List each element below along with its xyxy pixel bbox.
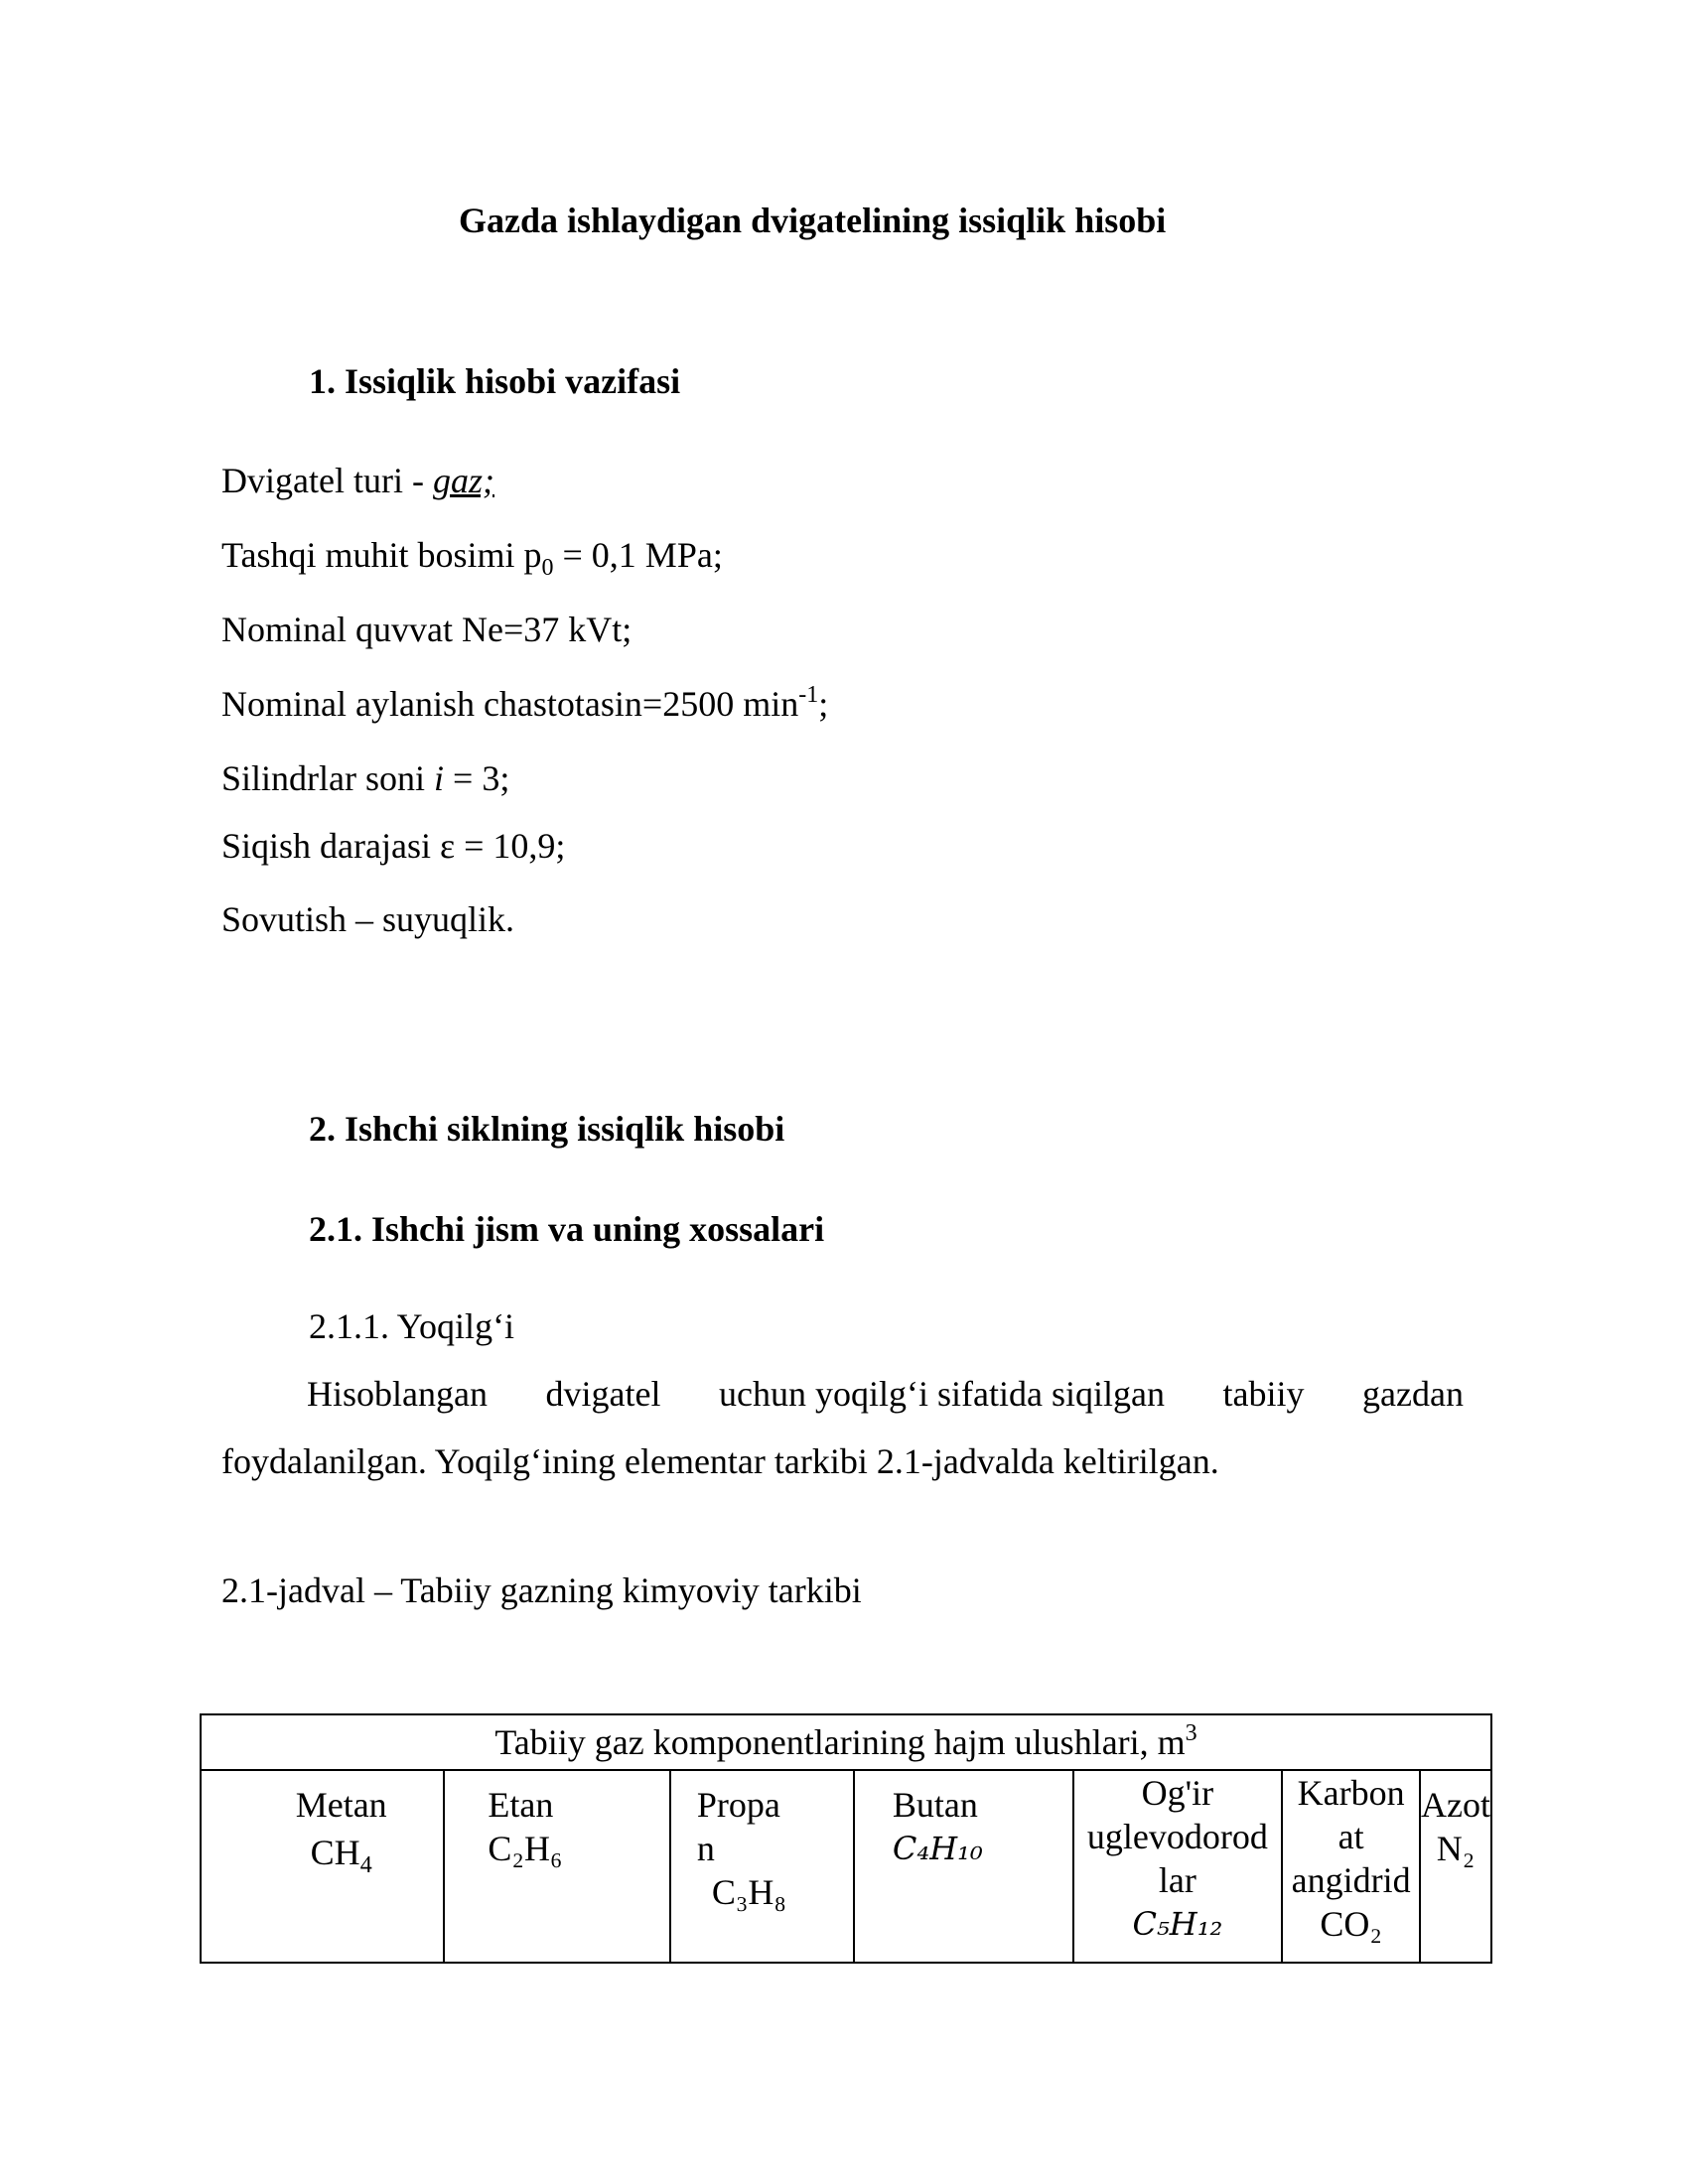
etan-name: Etan bbox=[488, 1785, 554, 1825]
metan-formula-sub: 4 bbox=[359, 1852, 372, 1878]
engine-type-value: gaz; bbox=[432, 461, 494, 500]
cylinders-line bbox=[221, 756, 509, 800]
cooling-line: Sovutish – suyuqlik. bbox=[221, 899, 515, 939]
butan-name: Butan bbox=[892, 1785, 978, 1825]
karbon-name-1: Karbon bbox=[1297, 1773, 1405, 1813]
paragraph-word: dvigatel bbox=[545, 1374, 661, 1414]
gas-composition-table bbox=[200, 1713, 1492, 1964]
paragraph-word: Hisoblangan bbox=[307, 1374, 488, 1414]
compression-line: Siqish darajasi ε = 10,9; bbox=[221, 826, 566, 866]
pressure-value: = 0,1 MPa; bbox=[553, 535, 723, 575]
cylinders-var: i bbox=[434, 758, 445, 798]
metan-name: Metan bbox=[295, 1785, 387, 1825]
section1-heading: 1. Issiqlik hisobi vazifasi bbox=[309, 361, 681, 401]
ogir-name-3: lar bbox=[1158, 1860, 1196, 1900]
cell-ogir-uglevodorodlar bbox=[1073, 1770, 1283, 1963]
metan-formula-main: CH bbox=[310, 1833, 360, 1872]
table-header-text: Tabiiy gaz komponentlarining hajm ulushlari, m bbox=[494, 1722, 1186, 1762]
power-line: Nominal quvvat Ne=37 kVt; bbox=[221, 610, 633, 649]
pressure-subscript: 0 bbox=[541, 555, 554, 581]
engine-type-line bbox=[221, 459, 494, 502]
cylinders-label: Silindrlar soni bbox=[221, 758, 434, 798]
propan-name-1: Propa bbox=[696, 1785, 780, 1825]
section2-1-heading: 2.1. Ishchi jism va uning xossalari bbox=[309, 1209, 825, 1249]
table-caption: 2.1-jadval – Tabiiy gazning kimyoviy tarkibi bbox=[221, 1570, 862, 1610]
cell-etan bbox=[444, 1770, 669, 1963]
table-header-row bbox=[201, 1714, 1491, 1770]
paragraph-word: uchun yoqilg‘i sifatida siqilgan bbox=[719, 1374, 1165, 1414]
frequency-superscript: -1 bbox=[798, 682, 819, 708]
propan-formula: C₃H₈ bbox=[711, 1872, 786, 1912]
metan-formula bbox=[239, 1831, 443, 1878]
document-title: Gazda ishlaydigan dvigatelining issiqlik hisobi bbox=[459, 201, 1167, 240]
section2-1-1-heading: 2.1.1. Yoqilg‘i bbox=[309, 1306, 515, 1346]
cell-azot bbox=[1420, 1770, 1491, 1963]
engine-type-label: Dvigatel turi - bbox=[221, 461, 433, 500]
table-header-cell bbox=[201, 1714, 1491, 1770]
frequency-end: ; bbox=[818, 684, 829, 724]
cell-karbonat-angidrid bbox=[1282, 1770, 1420, 1963]
azot-name: Azot bbox=[1421, 1785, 1490, 1825]
paragraph-word: gazdan bbox=[1362, 1374, 1464, 1414]
paragraph-line1 bbox=[307, 1372, 1464, 1416]
cylinders-value: = 3; bbox=[444, 758, 510, 798]
azot-formula: N₂ bbox=[1436, 1829, 1476, 1868]
cell-butan bbox=[854, 1770, 1073, 1963]
frequency-line bbox=[221, 682, 828, 726]
pressure-line bbox=[221, 533, 723, 581]
ogir-name-1: Og'ir bbox=[1141, 1773, 1214, 1813]
etan-formula: C₂H₆ bbox=[488, 1829, 563, 1868]
karbon-name-2: at bbox=[1337, 1817, 1364, 1856]
cell-metan bbox=[201, 1770, 444, 1963]
paragraph-line2: foydalanilgan. Yoqilg‘ining elementar tarkibi 2.1-jadvalda keltirilgan. bbox=[221, 1441, 1219, 1481]
karbon-formula: CO₂ bbox=[1320, 1904, 1382, 1944]
propan-name-2: n bbox=[696, 1829, 715, 1868]
ogir-name-2: uglevodorod bbox=[1086, 1817, 1268, 1856]
pressure-label: Tashqi muhit bosimi p bbox=[221, 535, 542, 575]
frequency-label: Nominal aylanish chastotasin=2500 min bbox=[221, 684, 799, 724]
paragraph-word: tabiiy bbox=[1222, 1374, 1305, 1414]
cell-propan bbox=[670, 1770, 854, 1963]
ogir-formula: C₅H₁₂ bbox=[1132, 1905, 1223, 1943]
karbon-name-3: angidrid bbox=[1291, 1860, 1411, 1900]
section2-heading: 2. Ishchi siklning issiqlik hisobi bbox=[309, 1109, 785, 1149]
butan-formula: C₄H₁₀ bbox=[892, 1830, 983, 1867]
table-row bbox=[201, 1770, 1491, 1963]
table-header-sup: 3 bbox=[1185, 1720, 1197, 1746]
